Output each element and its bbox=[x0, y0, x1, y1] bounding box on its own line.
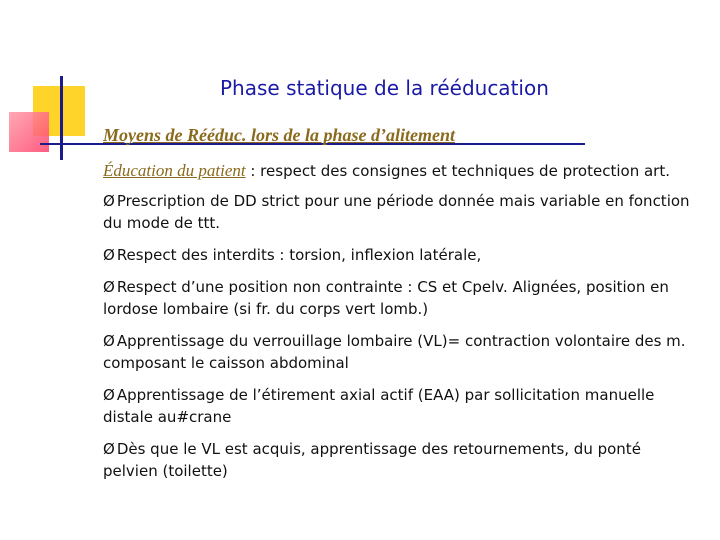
intro-lead: Éducation du patient bbox=[103, 161, 246, 180]
bullet-item bbox=[103, 438, 693, 482]
bullet-text: Apprentissage de l’étirement axial actif (EAA) par sollicitation manuelle distale au#crane bbox=[103, 386, 655, 426]
bullet-item bbox=[103, 244, 693, 266]
bullet-marker-icon: Ø bbox=[103, 246, 115, 264]
bullet-marker-icon: Ø bbox=[103, 278, 115, 296]
intro-text: : respect des consignes et techniques de protection art. bbox=[245, 162, 670, 180]
bullet-item bbox=[103, 276, 693, 320]
bullet-text: Apprentissage du verrouillage lombaire (VL)= contraction volontaire des m. composant le caisson abdominal bbox=[103, 332, 686, 372]
decor-vertical-line bbox=[60, 76, 63, 160]
bullet-marker-icon: Ø bbox=[103, 386, 115, 404]
bullet-marker-icon: Ø bbox=[103, 192, 115, 210]
bullet-item bbox=[103, 384, 693, 428]
slide-body bbox=[103, 160, 693, 492]
bullet-marker-icon: Ø bbox=[103, 440, 115, 458]
bullet-item bbox=[103, 330, 693, 374]
bullet-text: Dès que le VL est acquis, apprentissage des retournements, du ponté pelvien (toilette) bbox=[103, 440, 641, 480]
slide-subtitle: Moyens de Rééduc. lors de la phase d’alitement bbox=[103, 125, 455, 145]
bullet-item bbox=[103, 190, 693, 234]
bullet-text: Respect des interdits : torsion, inflexion latérale, bbox=[116, 246, 482, 264]
bullet-marker-icon: Ø bbox=[103, 332, 115, 350]
bullet-text: Prescription de DD strict pour une période donnée mais variable en fonction du mode de ttt. bbox=[103, 192, 690, 232]
decor-pink-square bbox=[9, 112, 49, 152]
intro-paragraph bbox=[103, 160, 693, 182]
slide-title: Phase statique de la rééducation bbox=[220, 76, 549, 100]
bullet-text: Respect d’une position non contrainte : CS et Cpelv. Alignées, position en lordose lombaire (si fr. du corps vert lomb.) bbox=[103, 278, 669, 318]
